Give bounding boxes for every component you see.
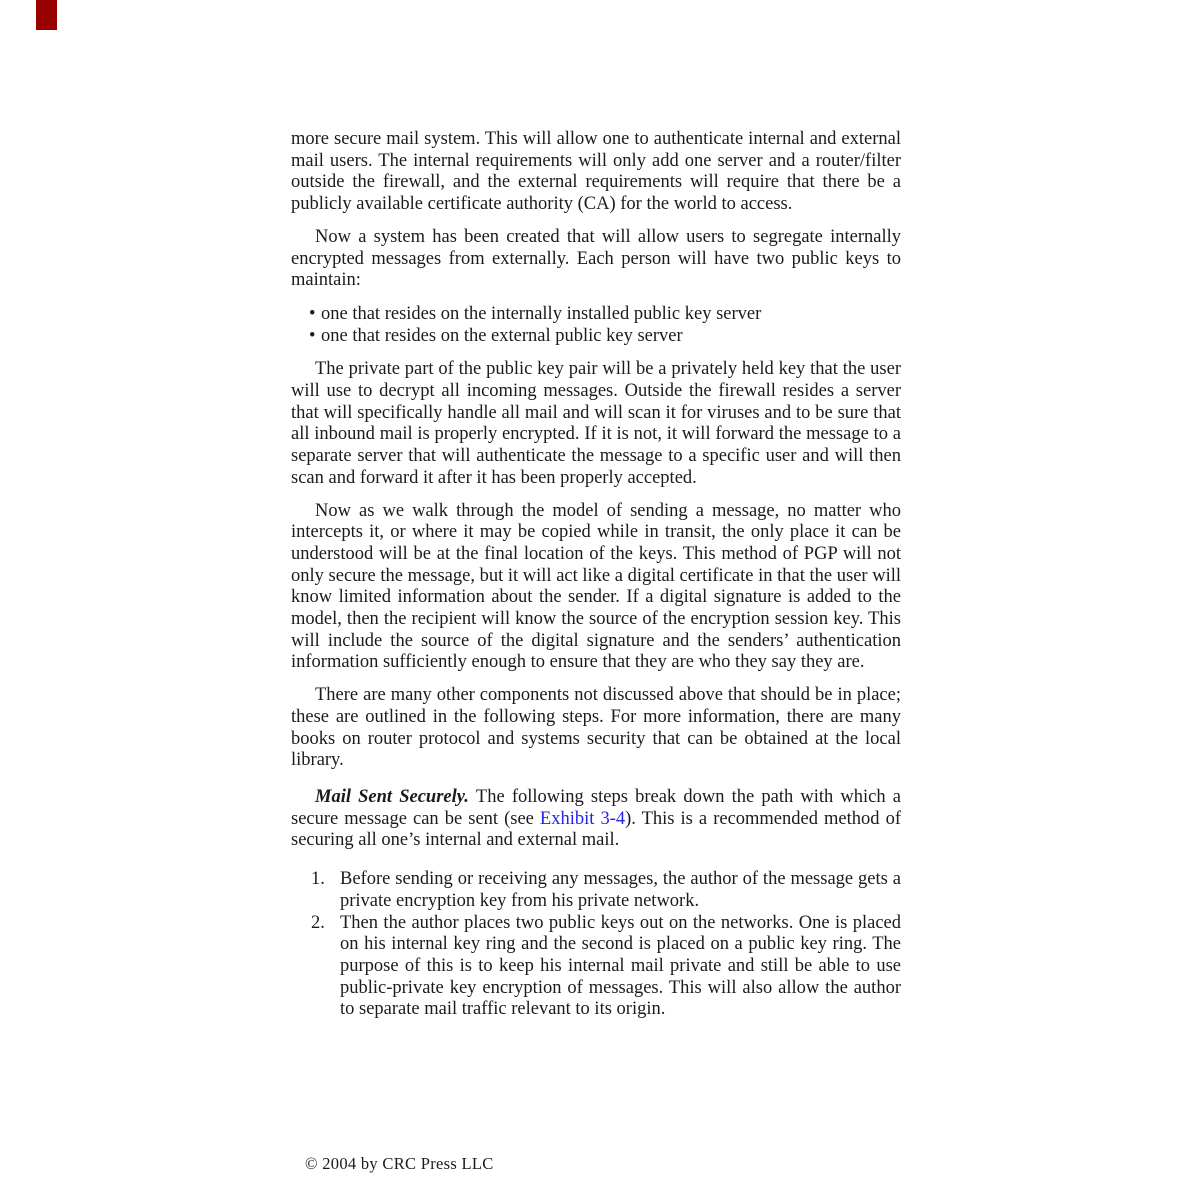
secure-mail-steps-list bbox=[291, 869, 901, 1021]
bullet-icon: • bbox=[309, 303, 316, 324]
paragraph-sending-model: Now as we walk through the model of sending a message, no matter who intercepts it, or where it may be copied while in transit, the only place it can be understood will be at the final location of the keys. This method of PGP will not only secure the message, but it will act like a digital certificate in that the user will know limited information about the sender. If a digital signature is added to the model, then the recipient will know the source of the encryption session key. This will include the source of the digital signature and the senders’ authentication information sufficiently enough to ensure that they are who they say they are. bbox=[291, 500, 901, 673]
exhibit-3-4-link[interactable]: Exhibit 3-4 bbox=[539, 808, 626, 829]
paragraph-continuation: more secure mail system. This will allow one to authenticate internal and external mail users. The internal requirements will only add one server and a router/filter outside the firewall, and the external requirements will require that there be a publicly available certificate authority (CA) for the world to access. bbox=[291, 129, 901, 215]
bullet-icon: • bbox=[309, 325, 316, 346]
paragraph-mail-sent-securely bbox=[291, 787, 901, 852]
red-bookmark-marker bbox=[36, 0, 57, 30]
step-item bbox=[291, 913, 901, 1022]
list-item bbox=[291, 304, 901, 326]
step-number: 1. bbox=[311, 869, 325, 890]
page-text-column bbox=[291, 129, 901, 1021]
step-text: Before sending or receiving any messages, the author of the message gets a private encryption key from his private network. bbox=[340, 869, 901, 911]
mail-para-text-before-link: The following steps break down the path with which a secure message can be sent (see bbox=[291, 786, 901, 829]
step-number: 2. bbox=[311, 912, 325, 933]
run-in-heading: Mail Sent Securely. bbox=[315, 786, 469, 807]
paragraph-private-key: The private part of the public key pair will be a privately held key that the user will use to decrypt all incoming messages. Outside the firewall resides a server that will specifically handle all mail and will scan it for viruses and to be sure that all inbound mail is properly encrypted. If it is not, it will forward the message to a separate server that will authenticate the message to a specific user and will then scan and forward it after it has been properly accepted. bbox=[291, 359, 901, 488]
public-key-bullet-list bbox=[291, 304, 901, 347]
step-item bbox=[291, 869, 901, 912]
paragraph-other-components: There are many other components not discussed above that should be in place; these are outlined in the following steps. For more information, there are many books on router protocol and systems security that can be obtained at the local library. bbox=[291, 685, 901, 771]
mail-para-text-after-link: ). This is a recommended method of securing all one’s internal and external mail. bbox=[291, 808, 901, 851]
copyright-footer: © 2004 by CRC Press LLC bbox=[305, 1154, 494, 1173]
bullet-item-text: one that resides on the internally installed public key server bbox=[321, 303, 762, 324]
step-text: Then the author places two public keys out on the networks. One is placed on his internal key ring and the second is placed on a public key ring. The purpose of this is to keep his internal mail private and still be able to use public-private key encryption of messages. This will also allow the author to separate mail traffic relevant to its origin. bbox=[340, 912, 901, 1020]
list-item bbox=[291, 326, 901, 348]
paragraph-segregate-keys: Now a system has been created that will allow users to segregate internally encrypted messages from externally. Each person will have two public keys to maintain: bbox=[291, 226, 901, 291]
bullet-item-text: one that resides on the external public key server bbox=[321, 325, 683, 346]
